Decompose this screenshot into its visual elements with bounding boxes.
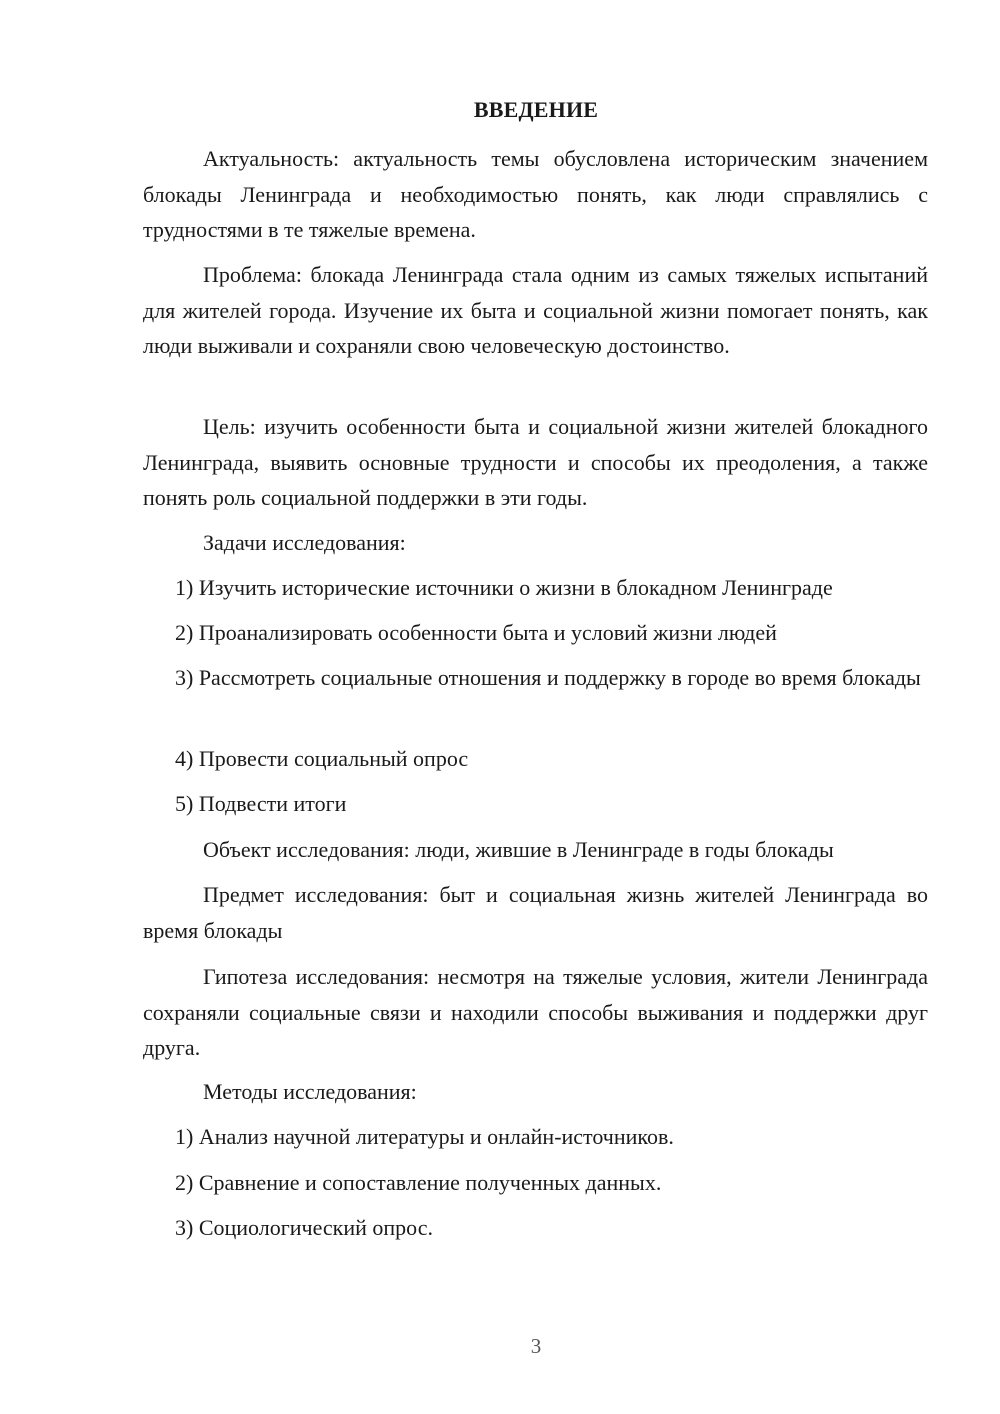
paragraph-hypothesis: Гипотеза исследования: несмотря на тяжелые условия, жители Ленинграда сохраняли социальные связи и находили способы выживания и поддержки друг друга.	[143, 964, 928, 1060]
paragraph-relevance: Актуальность: актуальность темы обусловлена историческим значением блокады Ленинграда и необходимостью понять, как люди справлялись с трудностями в те тяжелые времена.	[143, 146, 928, 242]
task-item: 3) Рассмотреть социальные отношения и поддержку в городе во время блокады	[175, 665, 921, 690]
task-item: 4) Провести социальный опрос	[175, 746, 469, 771]
methods-heading: Методы исследования:	[203, 1079, 417, 1104]
paragraph-subject: Предмет исследования: быт и социальная жизнь жителей Ленинграда во время блокады	[143, 882, 928, 943]
page-number: 3	[530, 1334, 542, 1358]
method-item: 1) Анализ научной литературы и онлайн-источников.	[175, 1124, 674, 1149]
method-item: 2) Сравнение и сопоставление полученных данных.	[175, 1170, 662, 1195]
task-item: 5) Подвести итоги	[175, 791, 347, 816]
page-title: ВВЕДЕНИЕ	[473, 97, 599, 122]
paragraph-object: Объект исследования: люди, жившие в Ленинграде в годы блокады	[203, 837, 834, 862]
tasks-heading: Задачи исследования:	[203, 530, 406, 555]
task-item: 2) Проанализировать особенности быта и условий жизни людей	[175, 620, 777, 645]
task-item: 1) Изучить исторические источники о жизни в блокадном Ленинграде	[175, 575, 833, 600]
method-item: 3) Социологический опрос.	[175, 1215, 433, 1240]
paragraph-problem: Проблема: блокада Ленинграда стала одним из самых тяжелых испытаний для жителей города. Изучение их быта и социальной жизни помогает понять, как люди выживали и сохраняли свою человеческую достоинство.	[143, 262, 928, 358]
paragraph-goal: Цель: изучить особенности быта и социальной жизни жителей блокадного Ленинграда, выявить основные трудности и способы их преодоления, а также понять роль социальной поддержки в эти годы.	[143, 414, 928, 510]
